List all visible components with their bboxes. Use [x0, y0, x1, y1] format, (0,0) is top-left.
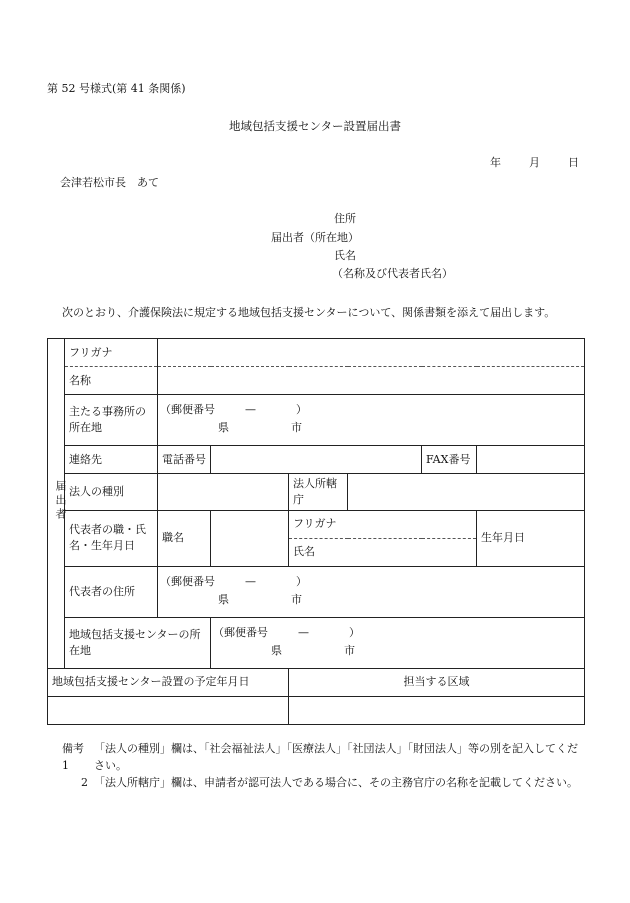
area-field[interactable]: [289, 696, 585, 724]
furigana-label: フリガナ: [65, 339, 158, 367]
rep-address-field[interactable]: （郵便番号 — ） 県 市: [158, 566, 585, 617]
note-item: [62, 774, 587, 791]
corp-type-label: 法人の種別: [65, 474, 158, 511]
note-number: 2: [81, 776, 88, 790]
note-text: 「法人所轄庁」欄は、申請者が認可法人である場合に、その主務官庁の名称を記載してください。: [94, 776, 578, 790]
main-office-label: 主たる事務所の所在地: [65, 395, 158, 446]
representative-label: 代表者の職・氏名・生年月日: [65, 510, 158, 566]
planned-date-field[interactable]: [48, 696, 289, 724]
application-form-table: [47, 338, 585, 725]
fax-field[interactable]: [477, 446, 585, 474]
name-label: 名称: [65, 367, 158, 395]
center-location-label: 地域包括支援センターの所在地: [65, 617, 211, 668]
name-field[interactable]: [158, 367, 585, 395]
addressee: 会津若松市長 あて: [60, 176, 159, 189]
rep-furigana-label[interactable]: フリガナ: [289, 510, 477, 538]
fax-label: FAX番号: [422, 446, 477, 474]
date-day: 日: [568, 156, 579, 169]
applicant-notifier-label: 届出者（所在地）: [271, 231, 359, 244]
date-month: 月: [529, 156, 540, 169]
birth-date-label[interactable]: 生年月日: [477, 510, 585, 566]
area-label: 担当する区域: [289, 668, 585, 696]
contact-label: 連絡先: [65, 446, 158, 474]
applicant-name-note: （名称及び代表者氏名）: [332, 267, 453, 280]
rep-name-label[interactable]: 氏名: [289, 538, 477, 566]
note-number: 備考1: [62, 742, 84, 773]
date-line: [490, 156, 579, 169]
corp-authority-label: 法人所轄庁: [289, 474, 348, 511]
corp-authority-field[interactable]: [348, 474, 585, 511]
intro-text: 次のとおり、介護保険法に規定する地域包括支援センターについて、関係書類を添えて届出します。: [62, 306, 556, 319]
center-location-field[interactable]: （郵便番号 — ） 県 市: [211, 617, 585, 668]
job-title-label: 職名: [158, 510, 211, 566]
job-title-field[interactable]: [211, 510, 289, 566]
notes-section: [62, 740, 587, 791]
note-text: 「法人の種別」欄は、「社会福祉法人」「医療法人」「社団法人」「財団法人」等の別を記入してください。: [94, 742, 578, 773]
main-office-field[interactable]: （郵便番号 — ） 県 市: [158, 395, 585, 446]
applicant-address-label: 住所: [334, 212, 356, 225]
planned-date-label: 地域包括支援センター設置の予定年月日: [48, 668, 289, 696]
furigana-field[interactable]: [158, 339, 585, 367]
form-number: 第 52 号様式(第 41 条関係): [47, 82, 186, 95]
note-item: [62, 740, 587, 774]
rep-address-label: 代表者の住所: [65, 566, 158, 617]
applicant-name-label: 氏名: [334, 249, 356, 262]
document-title: 地域包括支援センター設置届出書: [228, 119, 402, 133]
phone-label: 電話番号: [158, 446, 211, 474]
phone-field[interactable]: [211, 446, 422, 474]
date-year: 年: [490, 156, 501, 169]
corp-type-field[interactable]: [158, 474, 289, 511]
notifier-section-label: 届出者: [48, 339, 65, 669]
